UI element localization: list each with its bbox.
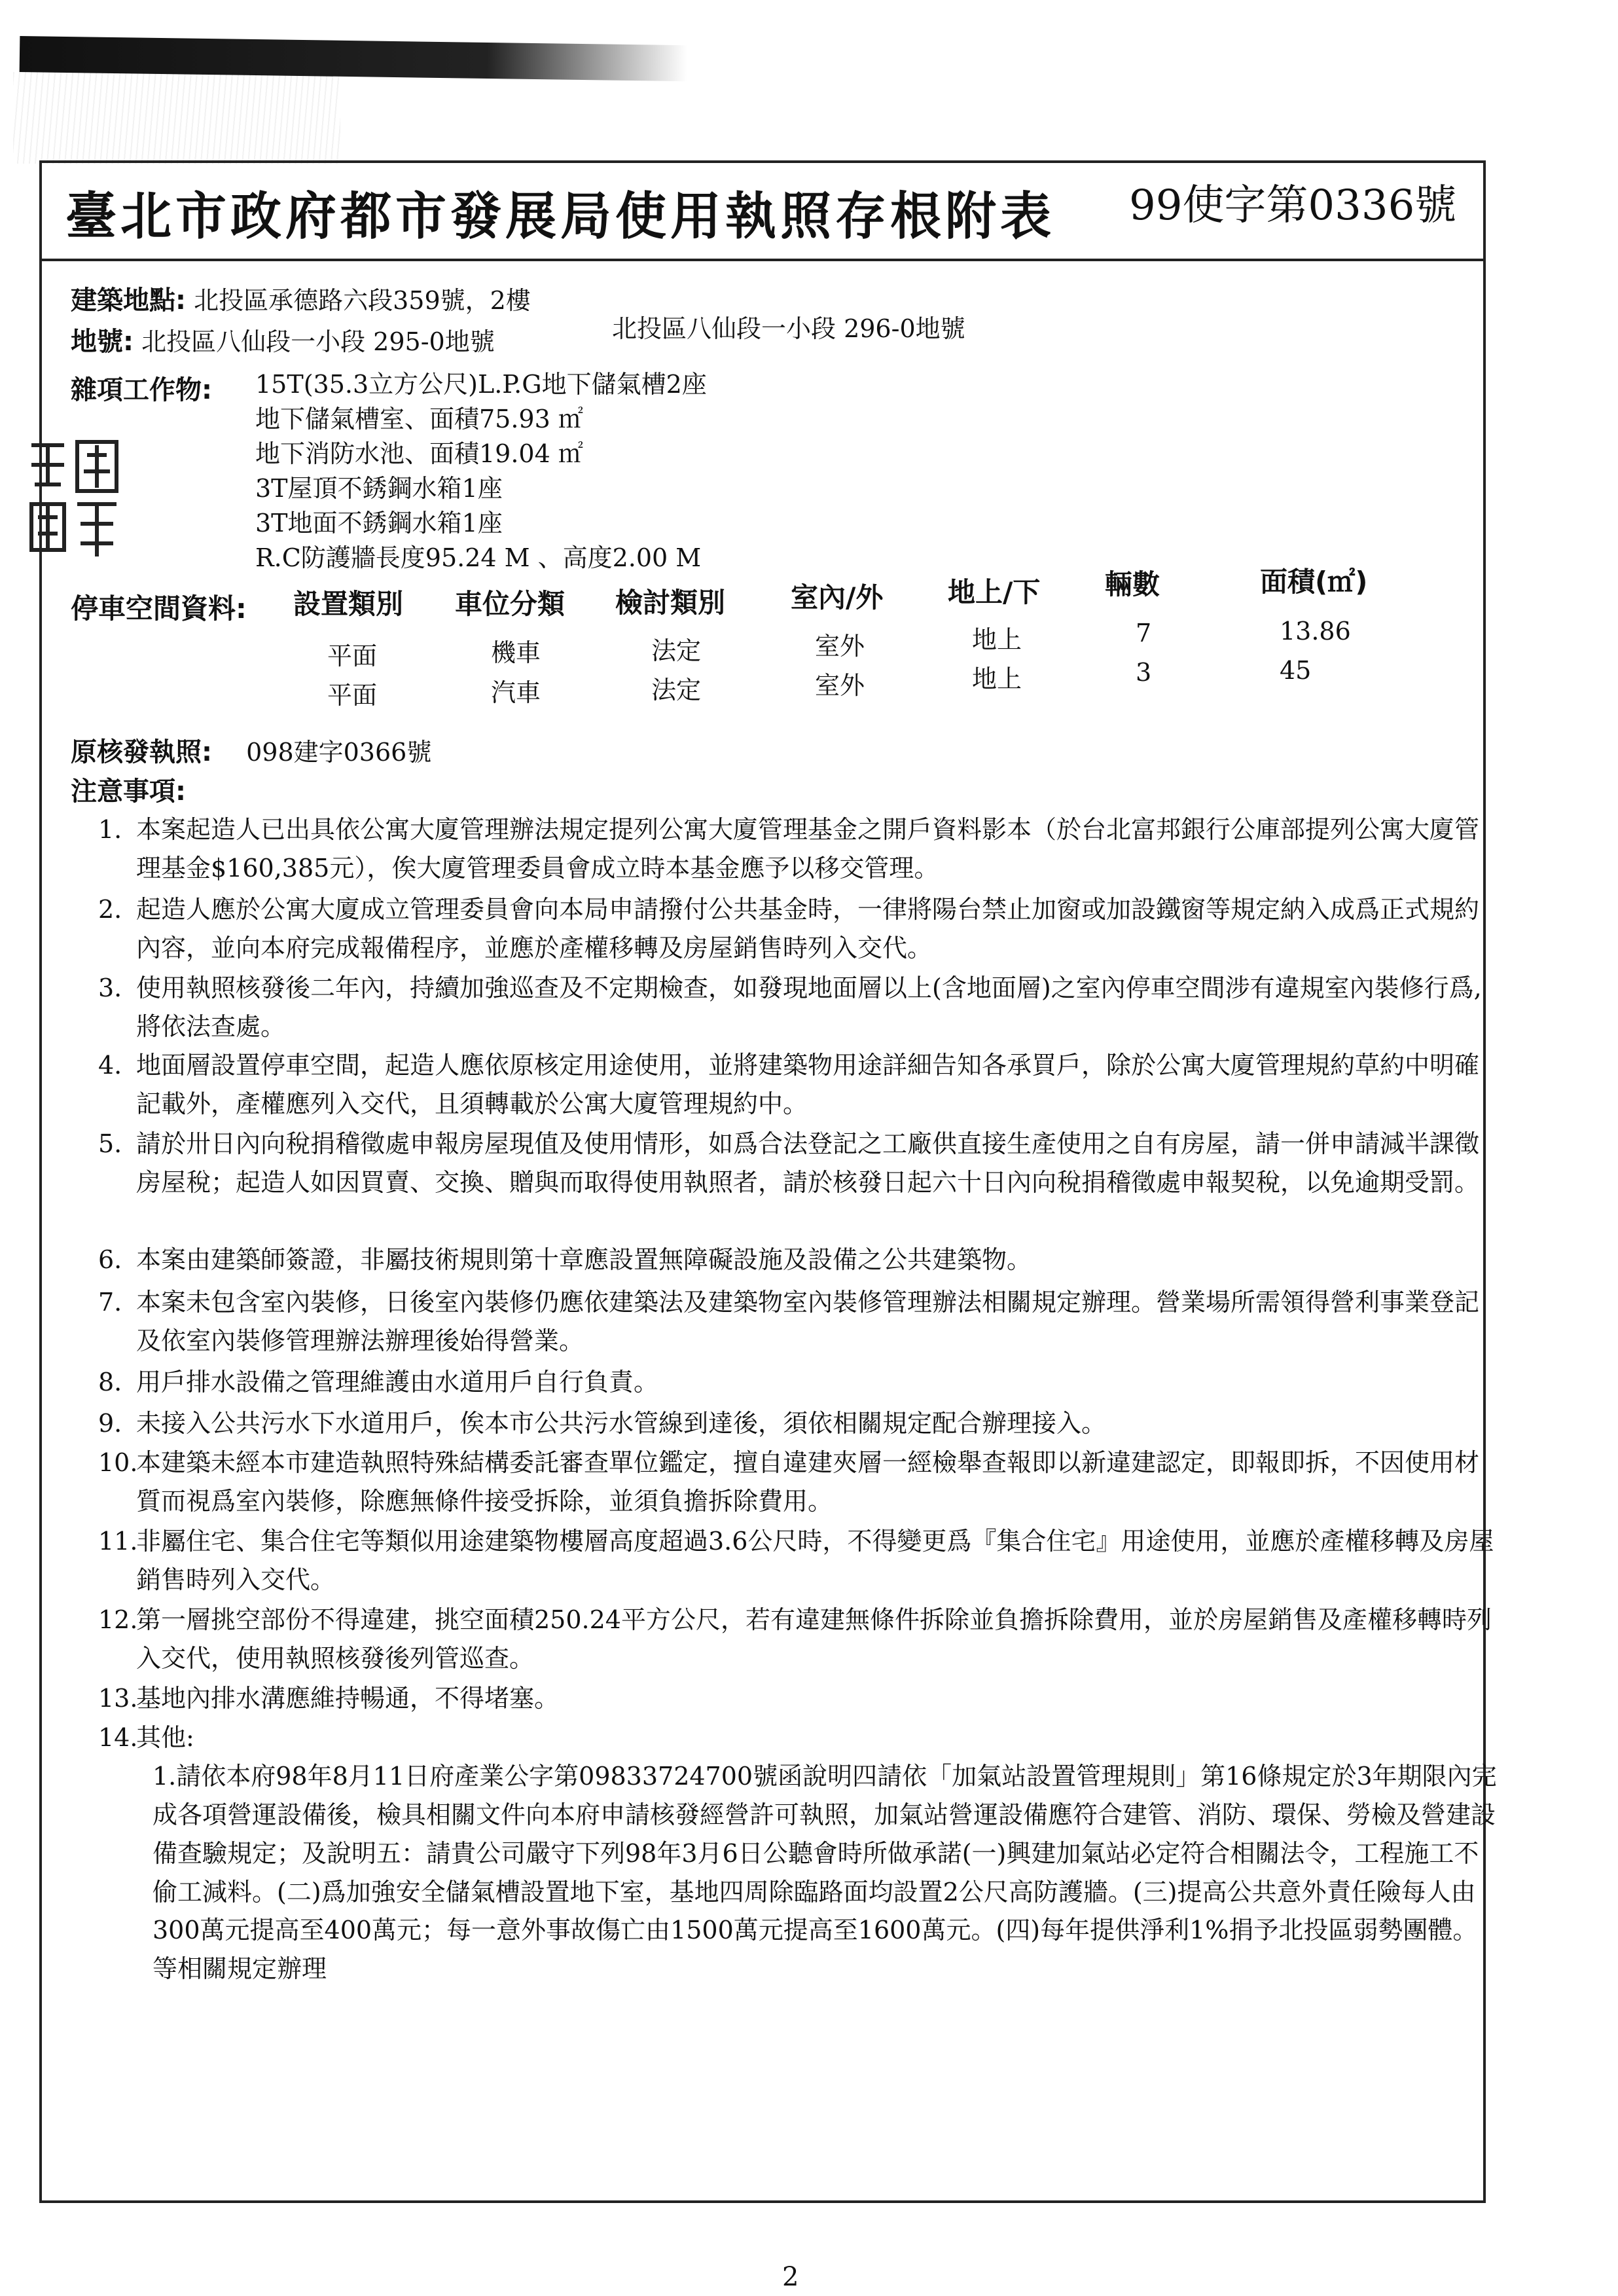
parking-cell: 機車: [491, 638, 541, 667]
parking-cell: 汽車: [491, 678, 541, 707]
note-item: [98, 1125, 1501, 1202]
note-text: 請於卅日內向稅捐稽徵處申報房屋現值及使用情形，如爲合法登記之工廠供直接生產使用之自有房屋，請一併申請減半課徵房屋稅；起造人如因買賣、交換、贈與而取得使用執照者，請於核發日起六十日內向稅捐稽徵處申報契稅，以免逾期受罰。: [136, 1129, 1480, 1197]
note-item: [98, 1241, 1501, 1279]
note-text: 起造人應於公寓大廈成立管理委員會向本局申請撥付公共基金時，一律將陽台禁止加窗或加設鐵窗等規定納入成爲正式規約內容，並向本府完成報備程序，並應於產權移轉及房屋銷售時列入交代。: [136, 895, 1480, 962]
note-text: 用戶排水設備之管理維護由水道用戶自行負責。: [136, 1368, 659, 1396]
misc-structure-item: 15T(35.3立方公尺)L.P.G地下儲氣槽2座: [255, 370, 707, 399]
lot-value-2: 北投區八仙段一小段 296-0地號: [612, 314, 965, 343]
parking-cell: 法定: [651, 636, 702, 665]
note-number: 7.: [98, 1288, 122, 1317]
note-text: 其他:: [136, 1723, 194, 1752]
lot-row: [71, 326, 495, 357]
site-label: 建築地點:: [71, 285, 186, 316]
lot-label: 地號:: [71, 327, 134, 357]
note-text: 本案由建築師簽證，非屬技術規則第十章應設置無障礙設施及設備之公共建築物。: [136, 1245, 1032, 1274]
note-number: 5.: [98, 1129, 122, 1158]
parking-header: 面積(㎡): [1260, 566, 1368, 598]
note-number: 9.: [98, 1409, 122, 1438]
note-number: 14.: [98, 1723, 138, 1752]
page-title: 臺北市政府都市發展局使用執照存根附表: [65, 187, 1056, 246]
misc-structure-item: 地下儲氣槽室、面積75.93 ㎡: [255, 405, 583, 433]
site-value: 北投區承德路六段359號，2樓: [194, 286, 531, 315]
note-item: [98, 1679, 1501, 1718]
note-number: 4.: [98, 1051, 122, 1080]
note-number: 3.: [98, 974, 122, 1002]
note-number: 2.: [98, 895, 122, 924]
note-item: [98, 811, 1501, 888]
note-number: 11.: [98, 1527, 138, 1556]
header-divider: [39, 259, 1486, 261]
original-permit-value: 098建字0366號: [246, 738, 432, 767]
permit-number: 99使字第0336號: [1129, 181, 1457, 230]
note-item: [98, 1444, 1501, 1521]
parking-header: 地上/下: [948, 576, 1041, 608]
note-text: 基地內排水溝應維持暢通，不得堵塞。: [136, 1684, 560, 1713]
parking-cell: 3: [1136, 658, 1152, 687]
note-item: [98, 1719, 1501, 1988]
note-14-detail: 1.請依本府98年8月11日府產業公字第09833724700號函說明四請依「加氣站設置管理規則」第16條規定於3年期限內完成各項營運設備後，檢具相關文件向本府申請核發經營許可執照，加氣站營運設備應符合建管、消防、環保、勞檢及營建設備查驗規定；及說明五：請貴公司嚴守下列98年3月6日公聽會時所做承諾(一)興建加氣站必定符合相關法令，工程施工不偷工減料。(二)爲加強安全儲氣槽設置地下室，基地四周除臨路面均設置2公尺高防護牆。(三)提高公共意外責任險每人由300萬元提高至400萬元；每一意外事故傷亡由1500萬元提高至1600萬元。(四)每年提供淨利1%捐予北投區弱勢團體。等相關規定辦理: [153, 1761, 1497, 1984]
parking-label: 停車空間資料:: [71, 592, 247, 625]
parking-header: 設置類別: [293, 588, 404, 620]
parking-cell: 13.86: [1280, 617, 1351, 646]
note-text: 非屬住宅、集合住宅等類似用途建築物樓層高度超過3.6公尺時，不得變更爲『集合住宅』用途使用，並應於產權移轉及房屋銷售時列入交代。: [136, 1527, 1494, 1594]
note-text: 本案起造人已出具依公寓大廈管理辦法規定提列公寓大廈管理基金之開戶資料影本（於台北富邦銀行公庫部提列公寓大廈管理基金$160,385元），俟大廈管理委員會成立時本基金應予以移交管理。: [136, 815, 1480, 883]
original-permit-row: [71, 737, 431, 768]
site-row: [71, 285, 531, 316]
notes-heading: 注意事項:: [71, 776, 186, 807]
parking-cell: 地上: [972, 665, 1022, 693]
note-item: [98, 1046, 1501, 1123]
misc-structure-item: 地下消防水池、面積19.04 ㎡: [255, 439, 583, 468]
note-item: [98, 1601, 1501, 1678]
note-item: [98, 1522, 1501, 1599]
parking-cell: 室外: [815, 632, 865, 661]
parking-cell: 平面: [327, 642, 378, 670]
misc-structure-item: R.C防護牆長度95.24 M 、高度2.00 M: [255, 543, 702, 572]
note-text: 本案未包含室內裝修，日後室內裝修仍應依建築法及建築物室內裝修管理辦法相關規定辦理。營業場所需領得營利事業登記及依室內裝修管理辦法辦理後始得營業。: [136, 1288, 1480, 1355]
note-text: 本建築未經本市建造執照特殊結構委託審查單位鑑定，擅自違建夾層一經檢舉查報即以新違建認定，即報即拆，不因使用材質而視爲室內裝修，除應無條件接受拆除，並須負擔拆除費用。: [136, 1448, 1480, 1516]
parking-cell: 平面: [327, 681, 378, 710]
note-text: 使用執照核發後二年內，持續加強巡查及不定期檢查，如發現地面層以上(含地面層)之室內停車空間涉有違規室內裝修行爲,將依法查處。: [136, 974, 1482, 1041]
note-number: 8.: [98, 1368, 122, 1396]
note-item: [98, 1404, 1501, 1443]
page-number: 2: [782, 2262, 799, 2292]
misc-structures-label: 雜項工作物:: [71, 375, 212, 405]
parking-cell: 地上: [972, 625, 1022, 654]
note-number: 1.: [98, 815, 122, 844]
note-number: 13.: [98, 1684, 138, 1713]
misc-structure-item: 3T地面不銹鋼水箱1座: [255, 509, 503, 538]
note-text: 地面層設置停車空間，起造人應依原核定用途使用，並將建築物用途詳細告知各承買戶，除於公寓大廈管理規約草約中明確記載外，產權應列入交代，且須轉載於公寓大廈管理規約中。: [136, 1051, 1480, 1118]
note-item: [98, 890, 1501, 968]
parking-cell: 室外: [815, 671, 865, 700]
note-number: 10.: [98, 1448, 138, 1477]
parking-cell: 45: [1280, 656, 1312, 685]
note-number: 12.: [98, 1605, 138, 1634]
lot-value-1: 北投區八仙段一小段 295-0地號: [141, 327, 495, 356]
note-item: [98, 1363, 1501, 1402]
misc-structure-item: 3T屋頂不銹鋼水箱1座: [255, 474, 503, 503]
note-text: 第一層挑空部份不得違建，挑空面積250.24平方公尺，若有違建無條件拆除並負擔拆除費用，並於房屋銷售及產權移轉時列入交代，使用執照核發後列管巡查。: [136, 1605, 1492, 1673]
parking-header: 檢討類別: [615, 587, 726, 619]
parking-header: 輛數: [1105, 568, 1160, 600]
original-permit-label: 原核發執照:: [71, 737, 212, 767]
note-item: [98, 1283, 1501, 1360]
parking-cell: 法定: [651, 676, 702, 704]
parking-header: 車位分類: [455, 588, 566, 620]
note-item: [98, 969, 1501, 1046]
note-number: 6.: [98, 1245, 122, 1274]
parking-cell: 7: [1136, 619, 1152, 647]
seal-stamp: [25, 432, 123, 563]
note-text: 未接入公共污水下水道用戶，俟本市公共污水管線到達後，須依相關規定配合辦理接入。: [136, 1409, 1107, 1438]
scan-artifact-noise: [13, 72, 340, 164]
parking-header: 室內/外: [791, 581, 884, 613]
